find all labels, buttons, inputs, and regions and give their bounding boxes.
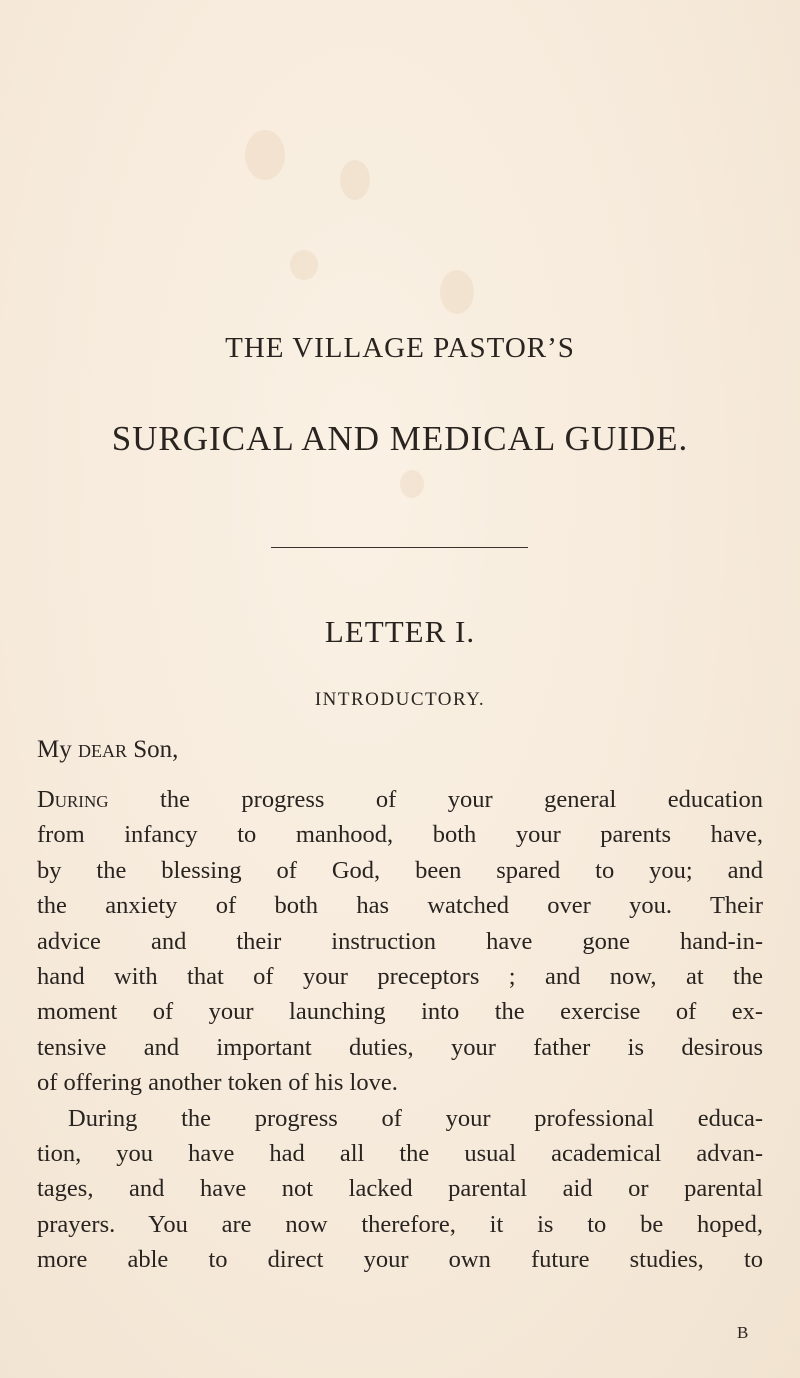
salutation-my: My — [37, 736, 72, 763]
foxing-stain — [340, 160, 370, 200]
lead-word: During — [37, 786, 109, 813]
letter-title: LETTER I. — [324, 614, 476, 649]
foxing-stain — [245, 130, 285, 180]
text-line: tensive and important duties, your father is desirous — [37, 1033, 763, 1061]
salutation-dear: dear — [77, 736, 127, 763]
text-line: advice and their instruction have gone hand-in- — [37, 927, 763, 955]
signature-mark: B — [737, 1323, 750, 1342]
text-line: tages, and have not lacked parental aid or parental — [37, 1175, 763, 1203]
letter-subtitle: INTRODUCTORY. — [314, 689, 486, 710]
title-line-2: SURGICAL AND MEDICAL GUIDE. — [111, 419, 689, 458]
divider-rule — [271, 547, 528, 548]
text-line: hand with that of your preceptors ; and now, at the — [37, 963, 763, 991]
foxing-stain — [440, 270, 474, 314]
text-line: During the progress of your professional educa- — [68, 1104, 763, 1132]
letter-body — [37, 782, 763, 1278]
text-line: prayers. You are now therefore, it is to be hoped, — [37, 1210, 763, 1238]
text-line: tion, you have had all the usual academical advan- — [37, 1140, 763, 1168]
salutation — [37, 736, 178, 764]
text-line: During the progress of your general education — [37, 786, 763, 813]
text-line: the anxiety of both has watched over you. Their — [37, 892, 763, 920]
foxing-stain — [290, 250, 318, 280]
foxing-stain — [400, 470, 424, 498]
title-line-1: THE VILLAGE PASTOR’S — [225, 332, 575, 364]
salutation-son: Son, — [133, 736, 179, 763]
text-line: from infancy to manhood, both your parents have, — [37, 821, 763, 849]
text-line: moment of your launching into the exercise of ex- — [37, 998, 763, 1026]
text-line: of offering another token of his love. — [37, 1069, 398, 1097]
text-line: by the blessing of God, been spared to you; and — [37, 856, 763, 884]
paragraph-1 — [37, 782, 763, 1101]
text-line: more able to direct your own future studies, to — [37, 1246, 763, 1274]
paragraph-2 — [37, 1101, 763, 1278]
